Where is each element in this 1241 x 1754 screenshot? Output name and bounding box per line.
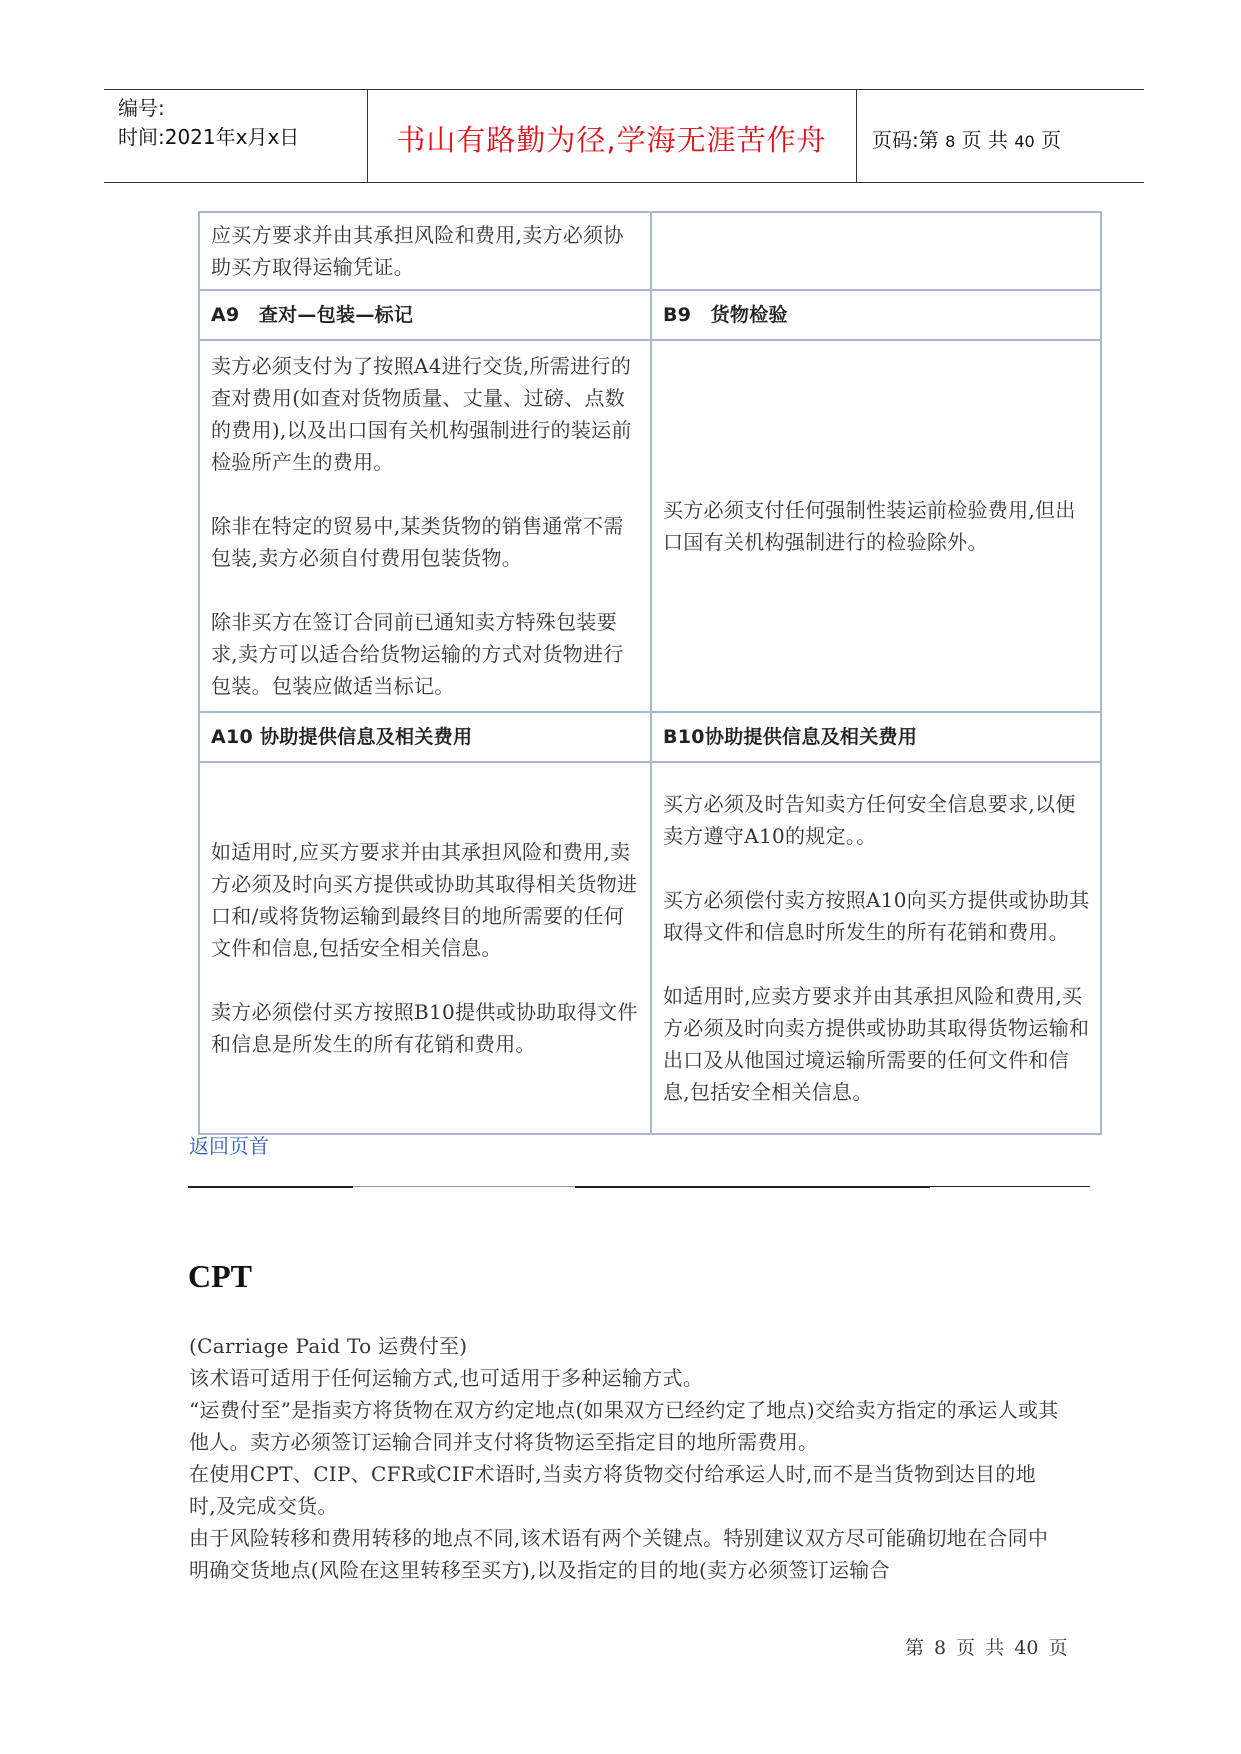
table-row: [199, 290, 1101, 340]
section-rule: [575, 1186, 930, 1188]
paragraph: (Carriage Paid To 运费付至): [189, 1334, 468, 1358]
table-row: [199, 762, 1101, 1134]
paragraph: 卖方必须支付为了按照A4进行交货,所需进行的查对费用(如查对货物质量、丈量、过磅、点数的费用),以及出口国有关机构强制进行的装运前检验所产生的费用。: [211, 354, 632, 474]
section-rule: [353, 1186, 575, 1187]
b10-content: [651, 762, 1101, 1134]
back-to-top-link[interactable]: 返回页首: [189, 1134, 269, 1158]
paragraph: 除非在特定的贸易中,某类货物的销售通常不需包装,卖方必须自付费用包装货物。: [211, 514, 624, 570]
table-row: [199, 340, 1101, 712]
paragraph: 除非买方在签订合同前已通知卖方特殊包装要求,卖方可以适合给货物运输的方式对货物进行包装。包装应做适当标记。: [211, 610, 624, 698]
a9-content: [199, 340, 651, 712]
page-suffix: 页: [1041, 128, 1062, 152]
header-meta: [118, 94, 299, 152]
table-cell: [651, 212, 1101, 290]
page-mid: 页 共: [961, 128, 1009, 152]
paragraph: 买方必须及时告知卖方任何安全信息要求,以便卖方遵守A10的规定。。: [663, 792, 1076, 848]
section-rule: [188, 1186, 353, 1188]
page-prefix: 页码:第: [872, 128, 939, 152]
paragraph: 在使用CPT、CIP、CFR或CIF术语时,当卖方将货物交付给承运人时,而不是当货物到达目的地时,及完成交货。: [189, 1462, 1036, 1518]
paragraph: 如适用时,应买方要求并由其承担风险和费用,卖方必须及时向买方提供或协助其取得相关货物进口和/或将货物运输到最终目的地所需要的任何文件和信息,包括安全相关信息。: [211, 840, 638, 960]
table-cell: 应买方要求并由其承担风险和费用,卖方必须协助买方取得运输凭证。: [199, 212, 651, 290]
b9-heading: B9 货物检验: [651, 290, 1101, 340]
paragraph: 买方必须支付任何强制性装运前检验费用,但出口国有关机构强制进行的检验除外。: [663, 498, 1076, 554]
paragraph: 买方必须偿付卖方按照A10向买方提供或协助其取得文件和信息时所发生的所有花销和费用。: [663, 888, 1090, 944]
section-body: [189, 1330, 1059, 1586]
header-bottom-rule: [104, 182, 1144, 183]
paragraph: 由于风险转移和费用转移的地点不同,该术语有两个关键点。特别建议双方尽可能确切地在合同中明确交货地点(风险在这里转移至买方),以及指定的目的地(卖方必须签订运输合: [189, 1526, 1049, 1582]
paragraph: 该术语可适用于任何运输方式,也可适用于多种运输方式。: [189, 1366, 704, 1390]
b9-content: [651, 340, 1101, 712]
page-total: 40: [1014, 132, 1035, 151]
table-row: [199, 212, 1101, 290]
a10-content: [199, 762, 651, 1134]
a9-heading: A9 查对—包装—标记: [199, 290, 651, 340]
header-top-rule: [104, 89, 1144, 90]
section-title: CPT: [188, 1258, 252, 1294]
obligations-table: [198, 211, 1102, 1135]
table-row: [199, 712, 1101, 762]
serial-label: 编号:: [118, 96, 165, 120]
header-page-number: [872, 124, 1061, 153]
header-divider-right: [856, 89, 857, 182]
page-footer: 第 8 页 共 40 页: [905, 1637, 1068, 1659]
paragraph: “运费付至”是指卖方将货物在双方约定地点(如果双方已经约定了地点)交给卖方指定的承运人或其他人。卖方必须签订运输合同并支付将货物运至指定目的地所需费用。: [189, 1398, 1059, 1454]
paragraph: 如适用时,应卖方要求并由其承担风险和费用,买方必须及时向卖方提供或协助其取得货物运输和出口及从他国过境运输所需要的任何文件和信息,包括安全相关信息。: [663, 984, 1090, 1104]
section-rule: [930, 1186, 1090, 1187]
time-label: 时间:2021年x月x日: [118, 125, 300, 149]
header-motto: 书山有路勤为径,学海无涯苦作舟: [396, 123, 827, 157]
a10-heading: A10 协助提供信息及相关费用: [199, 712, 651, 762]
b10-heading: B10协助提供信息及相关费用: [651, 712, 1101, 762]
paragraph: 卖方必须偿付买方按照B10提供或协助取得文件和信息是所发生的所有花销和费用。: [211, 1000, 638, 1056]
page-num: 8: [945, 132, 956, 151]
